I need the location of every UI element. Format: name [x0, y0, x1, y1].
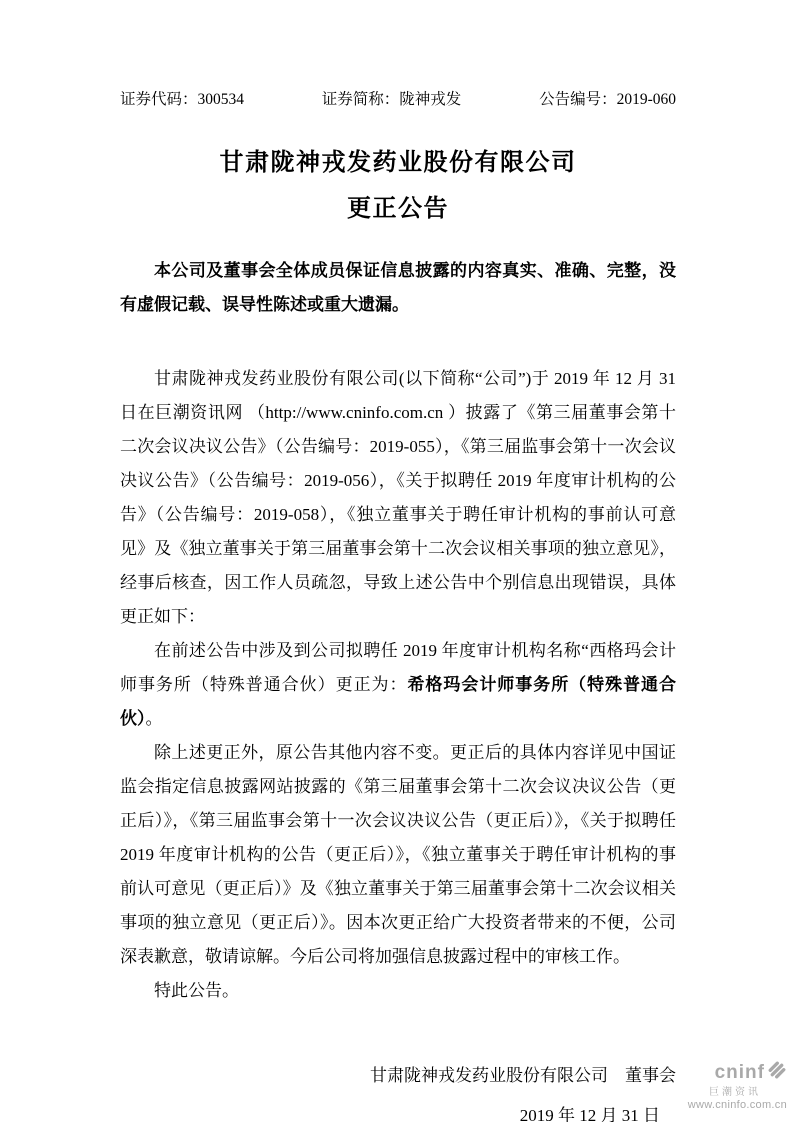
paragraph-correction	[120, 634, 676, 736]
correction-text-normal: 在前述公告中涉及到公司拟聘任 2019 年度审计机构名称“西格玛会计师事务所（特殊普通合伙）更正为：	[120, 641, 676, 694]
stock-abbr: 证券简称：陇神戎发	[321, 91, 462, 108]
paragraph-other-content: 除上述更正外，原公告其他内容不变。更正后的具体内容详见中国证监会指定信息披露网站披露的《第三届董事会第十二次会议决议公告（更正后）》，《第三届监事会第十一次会议决议公告（更正后）》，《关于拟聘任 2019 年度审计机构的公告（更正后）》，《独立董事关于聘任审计机构的事前认可意见（更正后）》及《独立董事关于第三届董事会第十二次会议相关事项的独立意见（更正后）》。因本次更正给广大投资者带来的不便，公司深表歉意，敬请谅解。今后公司将加强信息披露过程中的审核工作。	[120, 743, 676, 966]
signature-block	[120, 1056, 676, 1122]
paragraph-disclosure: 甘肃陇神戎发药业股份有限公司(以下简称“公司”)于 2019 年 12 月 31 日在巨潮资讯网 （http://www.cninfo.com.cn ）披露了《第三届董事会第十二次会议决议公告》（公告编号：2019-055），《第三届监事会第十一次会议决议公告》（公告编号：2019-056），《关于拟聘任 2019 年度审计机构的公告》（公告编号：2019-058），《独立董事关于聘任审计机构的事前认可意见》及《独立董事关于第三届董事会第十二次会议相关事项的独立意见》， 经事后核查，因工作人员疏忽，导致上述公告中个别信息出现错误，具体更正如下：	[120, 369, 676, 626]
title-block	[120, 144, 676, 228]
signature-company: 甘肃陇神戎发药业股份有限公司 董事会	[370, 1066, 676, 1085]
cninfo-logo-text: cninf	[714, 1062, 765, 1084]
body-text	[120, 362, 676, 1008]
announcement-number: 公告编号：2019-060	[539, 91, 676, 108]
stock-code: 证券代码：300534	[120, 91, 245, 108]
cninfo-cn-label: 巨潮资讯	[709, 1086, 761, 1098]
correction-text-period: 。	[145, 709, 163, 728]
disclaimer-paragraph: 本公司及董事会全体成员保证信息披露的内容真实、准确、完整，没有虚假记载、误导性陈述或重大遗漏。	[120, 261, 676, 314]
doc-title: 更正公告	[347, 196, 449, 222]
cninfo-url: www.cninfo.com.cn	[687, 1099, 787, 1112]
correction-text-bold: 希格玛会计师事务所（特殊普通合伙）	[120, 675, 677, 728]
company-title: 甘肃陇神戎发药业股份有限公司	[219, 150, 577, 176]
signature-date: 2019 年 12 月 31 日	[519, 1106, 660, 1122]
document-header	[120, 88, 676, 112]
cninfo-swirl-icon	[767, 1060, 787, 1085]
paragraph-closing: 特此公告。	[154, 981, 239, 1000]
cninfo-logo	[688, 1060, 787, 1085]
cninfo-watermark	[688, 1060, 787, 1112]
